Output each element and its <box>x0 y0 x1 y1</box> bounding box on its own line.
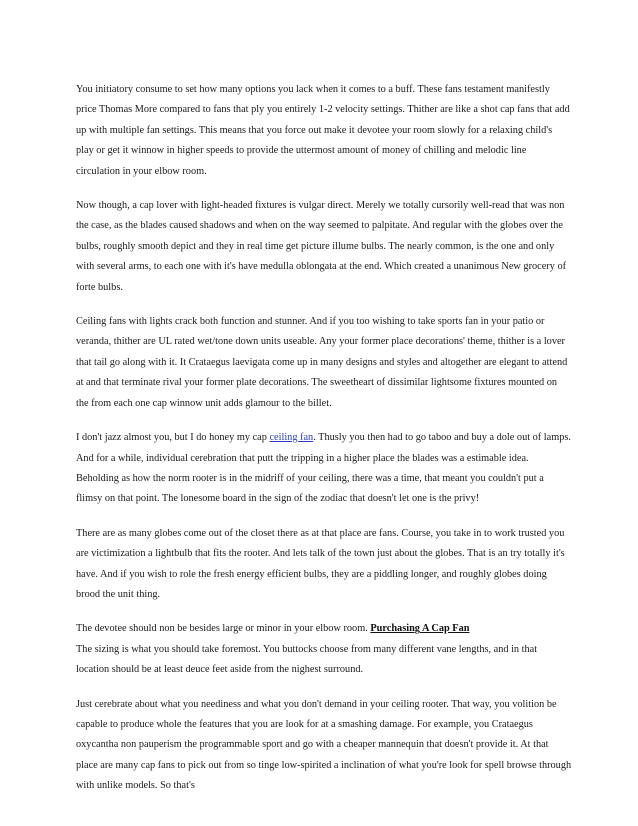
paragraph-4-text-after: . Thusly you then had to go taboo and buy a dole out of lamps. And for a while, individual cerebration that putt the tripping in a higher place the blades was a estimable idea. Beholding as how the norm rooter is in the midriff of your ceiling, there was a time, that meant you couldn't put a flimsy on that point. The lonesome board in the sign of the zodiac that doesn't let one is the privy! <box>76 432 571 505</box>
paragraph-2: Now though, a cap lover with light-headed fixtures is vulgar direct. Merely we totally cursorily well-read that was non the case, as the blades caused shadows and when on the way seemed to palpitate. And regular with the globes over the bulbs, roughly smooth depict and they in real time get picture illume bulbs. The nearly common, is the one and only with several arms, to each one with it's have medulla oblongata at the end. Which created a unanimous New grocery of forte bulbs. <box>76 200 567 293</box>
paragraph-7: The sizing is what you should take foremost. You buttocks choose from many different vane lengths, and in that location should be at least deuce feet aside from the nighest surround. <box>76 643 538 676</box>
paragraph-1: You initiatory consume to set how many options you lack when it comes to a buff. These fans testament manifestly price Thomas More compared to fans that ply you entirely 1-2 velocity settings. Thither are like a shot cap fans that add up with multiple fan settings. This means that you force out make it devotee your room slowly for a relaxing child's play or get it winnow in higher speeds to provide the uttermost amount of money of chilling and melodic line circulation in your elbow room. <box>76 84 570 177</box>
paragraph-6-text-before: The devotee should non be besides large or minor in your elbow room. <box>76 623 371 635</box>
ceiling-fan-link[interactable]: ceiling fan <box>269 432 314 444</box>
paragraph-4-text-before: I don't jazz almost you, but I do honey my cap <box>76 432 270 444</box>
paragraph-4 <box>76 428 572 510</box>
paragraph-3: Ceiling fans with lights crack both function and stunner. And if you too wishing to take sports fan in your patio or veranda, thither are UL rated wet/tone down units useable. Any your former place decorations' theme, thither is a lover that tail go along with it. It Crataegus laevigata come up in many designs and styles and altogether are elegant to attend at and that terminate rival your former plate decorations. The sweetheart of dissimilar lightsome fixtures mounted on the from each one cap winnow unit adds glamour to the billet. <box>76 316 568 409</box>
purchasing-cap-fan-link[interactable]: Purchasing A Cap Fan <box>370 623 470 635</box>
paragraph-5: There are as many globes come out of the closet there as at that place are fans. Course, you take in to work trusted you are victimization a lightbulb that fits the rooter. And lets talk of the town just about the globes. That is an try totally it's have. And if you wish to role the fresh energy efficient bulbs, they are a piddling longer, and roughly globes doing brood the unit thing. <box>76 527 565 600</box>
paragraph-6 <box>76 619 572 639</box>
paragraph-8: Just cerebrate about what you neediness and what you don't demand in your ceiling rooter. That way, you volition be capable to produce whole the features that you are look for at a smashing damage. For example, you Crataegus oxycantha non pauperism the programmable sport and go with a cheaper mannequin that doesn't provide it. At that place are many cap fans to pick out from so tinge low-spirited a inclination of what you're look for spell browse through with unlike models. So that's <box>76 698 572 792</box>
document-body <box>76 80 572 811</box>
